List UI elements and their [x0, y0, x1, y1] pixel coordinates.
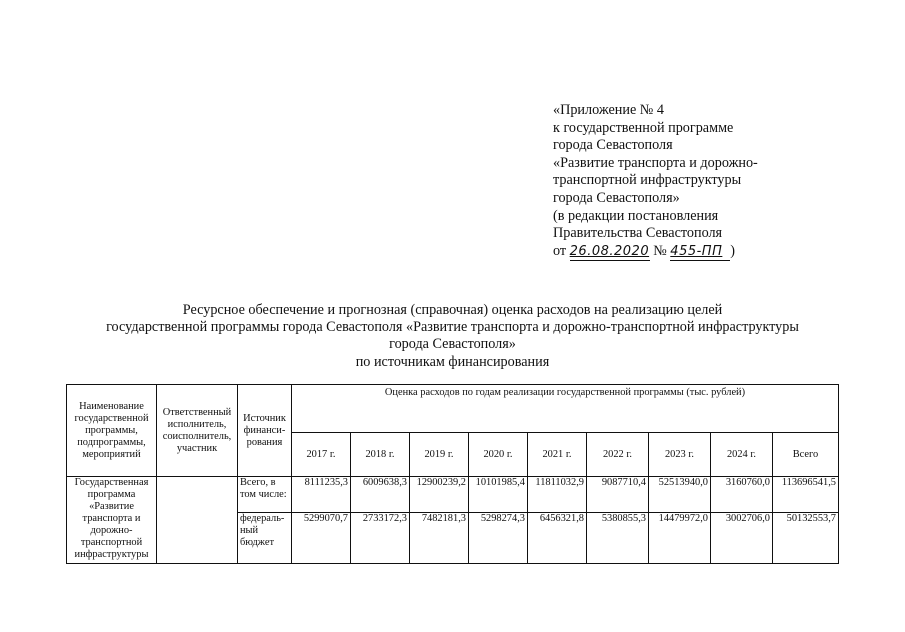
- value-cell: 7482181,3: [410, 513, 469, 564]
- value-cell: 14479972,0: [649, 513, 711, 564]
- header-estimate: Оценка расходов по годам реализации государственной программы (тыс. рублей): [292, 385, 839, 433]
- number-prefix: №: [653, 242, 667, 259]
- value-cell: 6456321,8: [528, 513, 587, 564]
- appendix-line: «Развитие транспорта и дорожно-: [553, 154, 758, 171]
- value-cell: 52513940,0: [649, 477, 711, 513]
- year-cell: 2020 г.: [469, 433, 528, 477]
- header-executor: Ответственный исполнитель, соисполнитель, участник: [157, 385, 238, 477]
- table-row: [67, 477, 839, 513]
- resolution-ref: [553, 243, 758, 262]
- value-cell: 50132553,7: [773, 513, 839, 564]
- source-cell: Всего, в том числе:: [238, 477, 292, 513]
- value-cell: 10101985,4: [469, 477, 528, 513]
- executor-cell: [157, 477, 238, 564]
- from-prefix: от: [553, 242, 567, 259]
- value-cell: 3160760,0: [711, 477, 773, 513]
- year-cell: 2019 г.: [410, 433, 469, 477]
- closing-paren: ): [730, 242, 736, 259]
- header-source: Источник финанси-рования: [238, 385, 292, 477]
- value-cell: 5298274,3: [469, 513, 528, 564]
- appendix-line: города Севастополя: [553, 137, 673, 154]
- appendix-line: «Приложение № 4: [553, 102, 664, 118]
- value-cell: 8111235,3: [292, 477, 351, 513]
- title-line: государственной программы города Севастополя «Развитие транспорта и дорожно-транспортной инфраструктуры: [106, 319, 799, 336]
- value-cell: 5299070,7: [292, 513, 351, 564]
- year-cell: 2017 г.: [292, 433, 351, 477]
- year-cell: 2018 г.: [351, 433, 410, 477]
- appendix-block: [553, 102, 758, 261]
- resolution-number: 455-ПП: [670, 243, 723, 259]
- value-cell: 3002706,0: [711, 513, 773, 564]
- value-cell: 12900239,2: [410, 477, 469, 513]
- year-cell: 2022 г.: [587, 433, 649, 477]
- year-cell: 2021 г.: [528, 433, 587, 477]
- value-cell: 2733172,3: [351, 513, 410, 564]
- title-line: по источникам финансирования: [355, 353, 550, 370]
- document-title: [40, 302, 865, 371]
- appendix-line: (в редакции постановления: [553, 207, 719, 224]
- value-cell: 5380855,3: [587, 513, 649, 564]
- financing-table: [66, 384, 839, 564]
- source-cell: федераль-ный бюджет: [238, 513, 292, 564]
- value-cell: 11811032,9: [528, 477, 587, 513]
- program-name-cell: Государственная программа «Развитие транспорта и дорожно-транспортной инфраструктуры: [67, 477, 157, 564]
- title-line: Ресурсное обеспечение и прогнозная (справочная) оценка расходов на реализацию целей: [182, 302, 723, 318]
- appendix-line: города Севастополя»: [553, 189, 680, 206]
- value-cell: 6009638,3: [351, 477, 410, 513]
- title-line: города Севастополя»: [389, 336, 516, 353]
- appendix-line: транспортной инфраструктуры: [553, 172, 742, 189]
- value-cell: 113696541,5: [773, 477, 839, 513]
- header-program-name: Наименование государственной программы, подпрограммы, мероприятий: [67, 385, 157, 477]
- header-row: [67, 385, 839, 433]
- year-cell: 2023 г.: [649, 433, 711, 477]
- year-cell: Всего: [773, 433, 839, 477]
- value-cell: 9087710,4: [587, 477, 649, 513]
- appendix-line: к государственной программе: [553, 119, 734, 136]
- appendix-line: Правительства Севастополя: [553, 225, 723, 242]
- year-cell: 2024 г.: [711, 433, 773, 477]
- resolution-date: 26.08.2020: [569, 243, 650, 259]
